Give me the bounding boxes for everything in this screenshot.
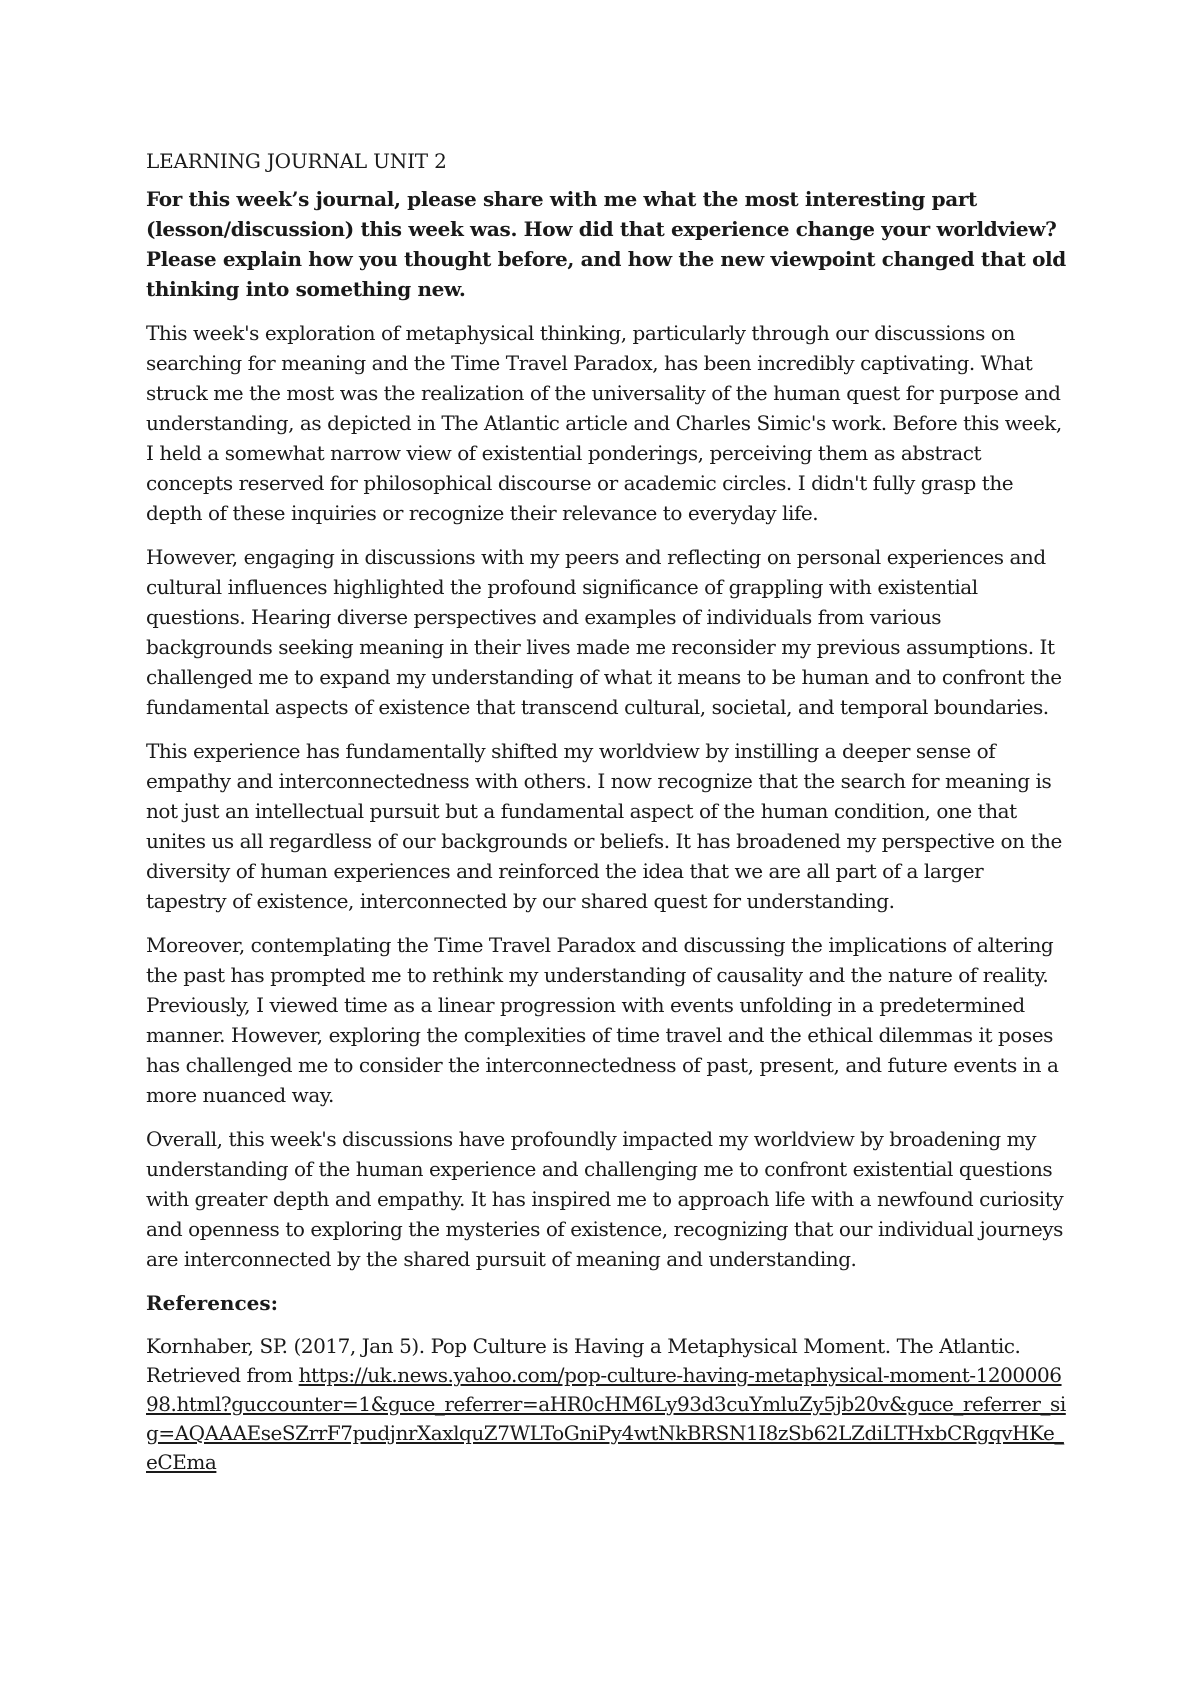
reference-link[interactable]: https://uk.news.yahoo.com/pop-culture-having-metaphysical-moment-120000698.html?guccounter=1&guce_referrer=aHR0cHM6Ly93d3cuYmluZy5jb20v&guce_referrer_sig=AQAAAEseSZrrF7pudjnrXaxlquZ7WLToGniPy4wtNkBRSN1I8zSb62LZdiLTHxbCRgqvHKe_eCEma [146,1363,1066,1474]
body-paragraph-4: Moreover, contemplating the Time Travel Paradox and discussing the implications of altering the past has prompted me to rethink my understanding of causality and the nature of reality. Previously, I viewed time as a linear progression with events unfolding in a predetermined manner. However, exploring the complexities of time travel and the ethical dilemmas it poses has challenged me to consider the interconnectedness of past, present, and future events in a more nuanced way. [146,933,1059,1107]
reference-entry [146,1332,1066,1477]
reference-citation: Kornhaber, SP. (2017, Jan 5). Pop Culture is Having a Metaphysical Moment. The Atlantic. Retrieved from [146,1334,1021,1387]
body-paragraph-2: However, engaging in discussions with my peers and reflecting on personal experiences and cultural influences highlighted the profound significance of grappling with existential questions. Hearing diverse perspectives and examples of individuals from various backgrounds seeking meaning in their lives made me reconsider my previous assumptions. It challenged me to expand my understanding of what it means to be human and to confront the fundamental aspects of existence that transcend cultural, societal, and temporal boundaries. [146,545,1062,719]
document-page [146,146,1066,1477]
document-title: LEARNING JOURNAL UNIT 2 [146,149,447,173]
body-paragraph-1: This week's exploration of metaphysical thinking, particularly through our discussions on searching for meaning and the Time Travel Paradox, has been incredibly captivating. What struck me the most was the realization of the universality of the human quest for purpose and understanding, as depicted in The Atlantic article and Charles Simic's work. Before this week, I held a somewhat narrow view of existential ponderings, perceiving them as abstract concepts reserved for philosophical discourse or academic circles. I didn't fully grasp the depth of these inquiries or recognize their relevance to everyday life. [146,321,1062,525]
references-heading: References: [146,1291,279,1315]
body-paragraph-3: This experience has fundamentally shifted my worldview by instilling a deeper sense of empathy and interconnectedness with others. I now recognize that the search for meaning is not just an intellectual pursuit but a fundamental aspect of the human condition, one that unites us all regardless of our backgrounds or beliefs. It has broadened my perspective on the diversity of human experiences and reinforced the idea that we are all part of a larger tapestry of existence, interconnected by our shared quest for understanding. [146,739,1062,913]
journal-prompt: For this week’s journal, please share with me what the most interesting part (lesson/discussion) this week was. How did that experience change your worldview? Please explain how you thought before, and how the new viewpoint changed that old thinking into something new. [146,187,1066,301]
body-paragraph-5: Overall, this week's discussions have profoundly impacted my worldview by broadening my understanding of the human experience and challenging me to confront existential questions with greater depth and empathy. It has inspired me to approach life with a newfound curiosity and openness to exploring the mysteries of existence, recognizing that our individual journeys are interconnected by the shared pursuit of meaning and understanding. [146,1127,1064,1271]
